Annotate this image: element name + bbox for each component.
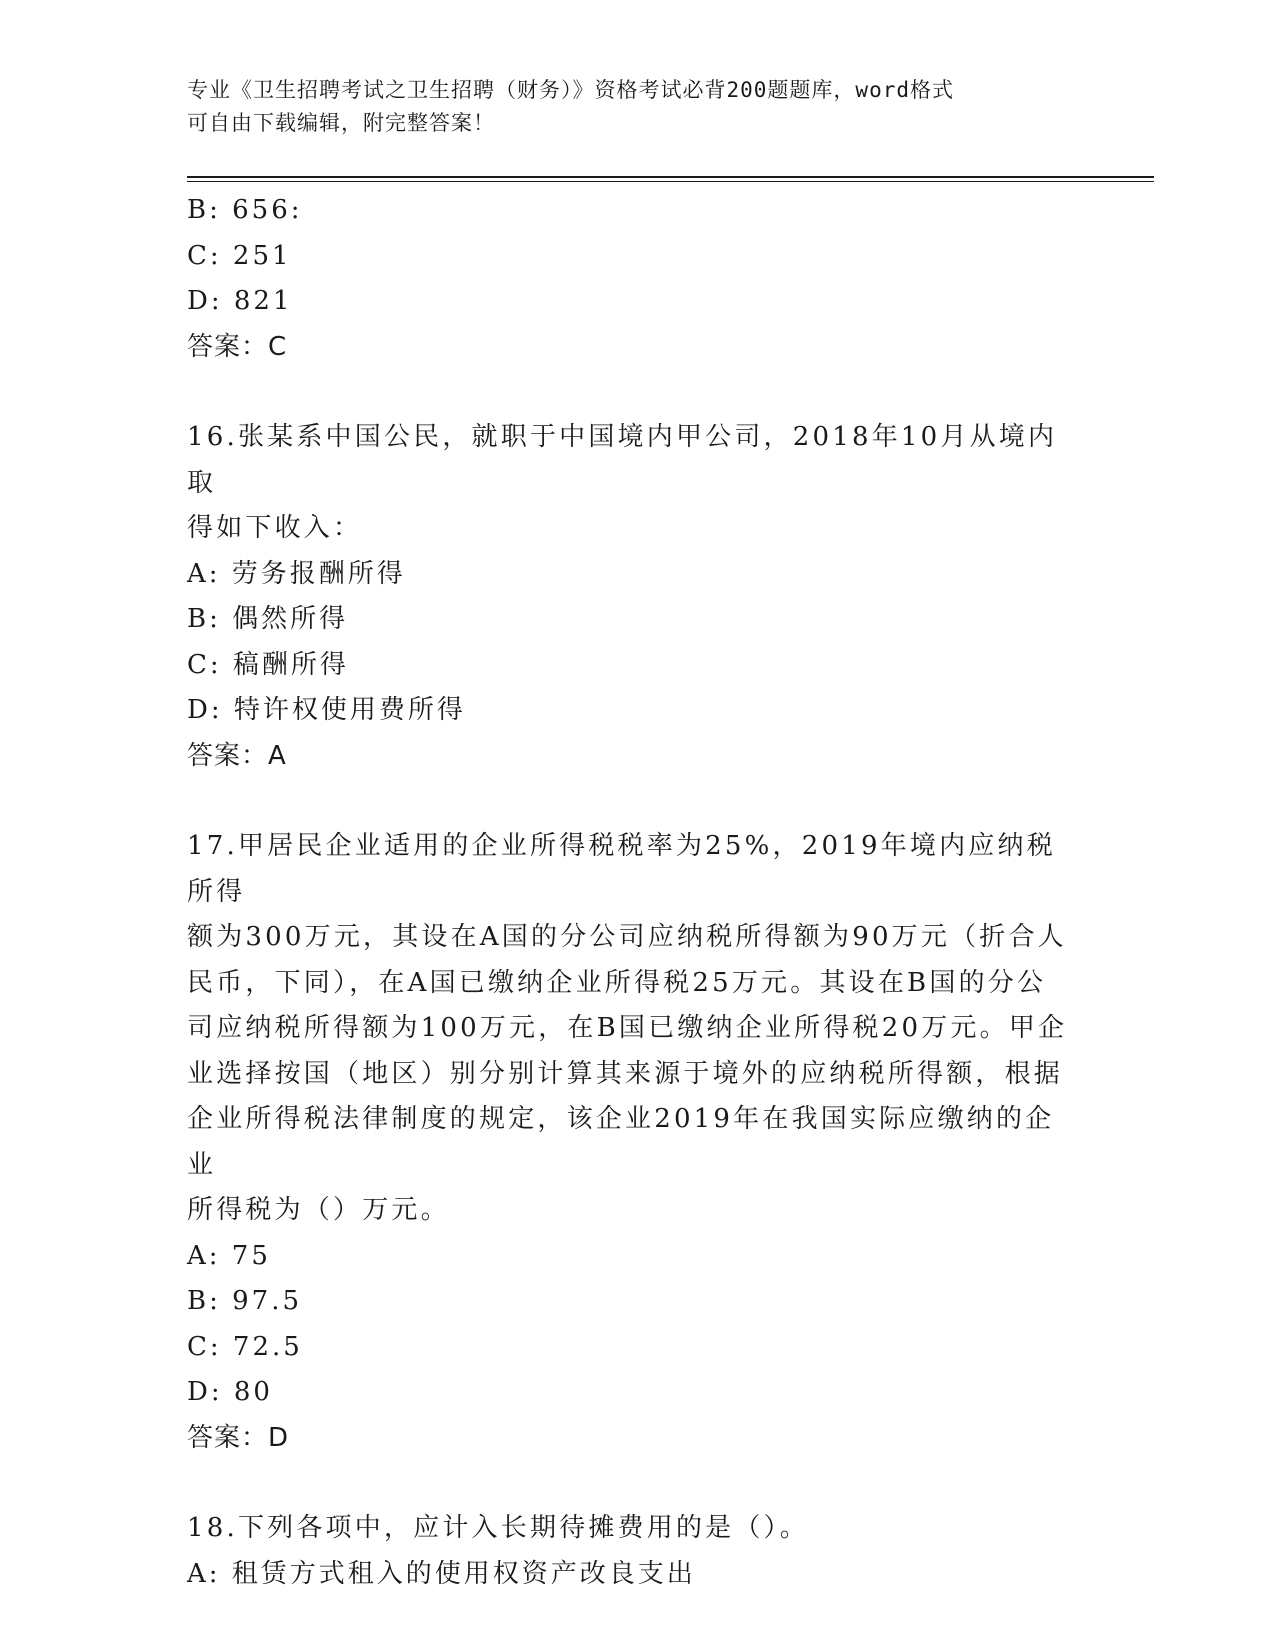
- question-stem-line: 得如下收入：: [187, 513, 363, 543]
- option-d: D: 821: [187, 286, 293, 316]
- question-stem-line: 17.甲居民企业适用的企业所得税税率为25%，2019年境内应纳税所得: [187, 831, 1056, 907]
- option-d: D: 80: [187, 1377, 273, 1407]
- question-stem-line: 所得税为（）万元。: [187, 1195, 450, 1225]
- answer-line: 答案：C: [187, 331, 288, 362]
- option-a: A: 75: [187, 1240, 271, 1271]
- question-stem-line: 额为300万元，其设在A国的分公司应纳税所得额为90万元（折合人: [187, 922, 1067, 952]
- answer-line: 答案：A: [187, 740, 287, 771]
- question-18: [187, 1506, 1077, 1597]
- question-17: [187, 824, 1077, 1461]
- question-stem-line: 18.下列各项中，应计入长期待摊费用的是（）。: [187, 1513, 809, 1543]
- question-gap: [187, 370, 1077, 415]
- document-header: [187, 74, 1067, 140]
- question-stem-line: 16.张某系中国公民，就职于中国境内甲公司，2018年10月从境内取: [187, 422, 1058, 498]
- option-a: A: 租赁方式租入的使用权资产改良支出: [187, 1558, 696, 1589]
- option-b: B: 偶然所得: [187, 604, 349, 634]
- option-d: D: 特许权使用费所得: [187, 695, 466, 725]
- answer-line: 答案：D: [187, 1422, 290, 1453]
- option-a: A: 劳务报酬所得: [187, 558, 406, 589]
- option-c: C: 72.5: [187, 1331, 303, 1362]
- question-stem-line: 企业所得税法律制度的规定，该企业2019年在我国实际应缴纳的企业: [187, 1104, 1055, 1180]
- question-gap: [187, 779, 1077, 824]
- header-line-2: 可自由下载编辑，附完整答案！: [187, 111, 495, 135]
- option-b: B: 97.5: [187, 1286, 303, 1316]
- question-15-tail: [187, 188, 1077, 370]
- option-c: C: 251: [187, 240, 292, 271]
- option-c: C: 稿酬所得: [187, 649, 349, 680]
- question-stem-line: 民币，下同），在A国已缴纳企业所得税25万元。其设在B国的分公: [187, 967, 1047, 998]
- question-16: [187, 415, 1077, 779]
- header-divider-top: [187, 176, 1154, 178]
- header-divider-bottom: [187, 181, 1154, 182]
- question-stem-line: 业选择按国（地区）别分别计算其来源于境外的应纳税所得额，根据: [187, 1058, 1064, 1089]
- option-b: B: 656:: [187, 195, 303, 225]
- question-gap: [187, 1461, 1077, 1506]
- header-line-1: 专业《卫生招聘考试之卫生招聘（财务）》资格考试必背200题题库，word格式: [187, 78, 954, 102]
- question-list: [187, 188, 1077, 1597]
- question-stem-line: 司应纳税所得额为100万元，在B国已缴纳企业所得税20万元。甲企: [187, 1013, 1068, 1043]
